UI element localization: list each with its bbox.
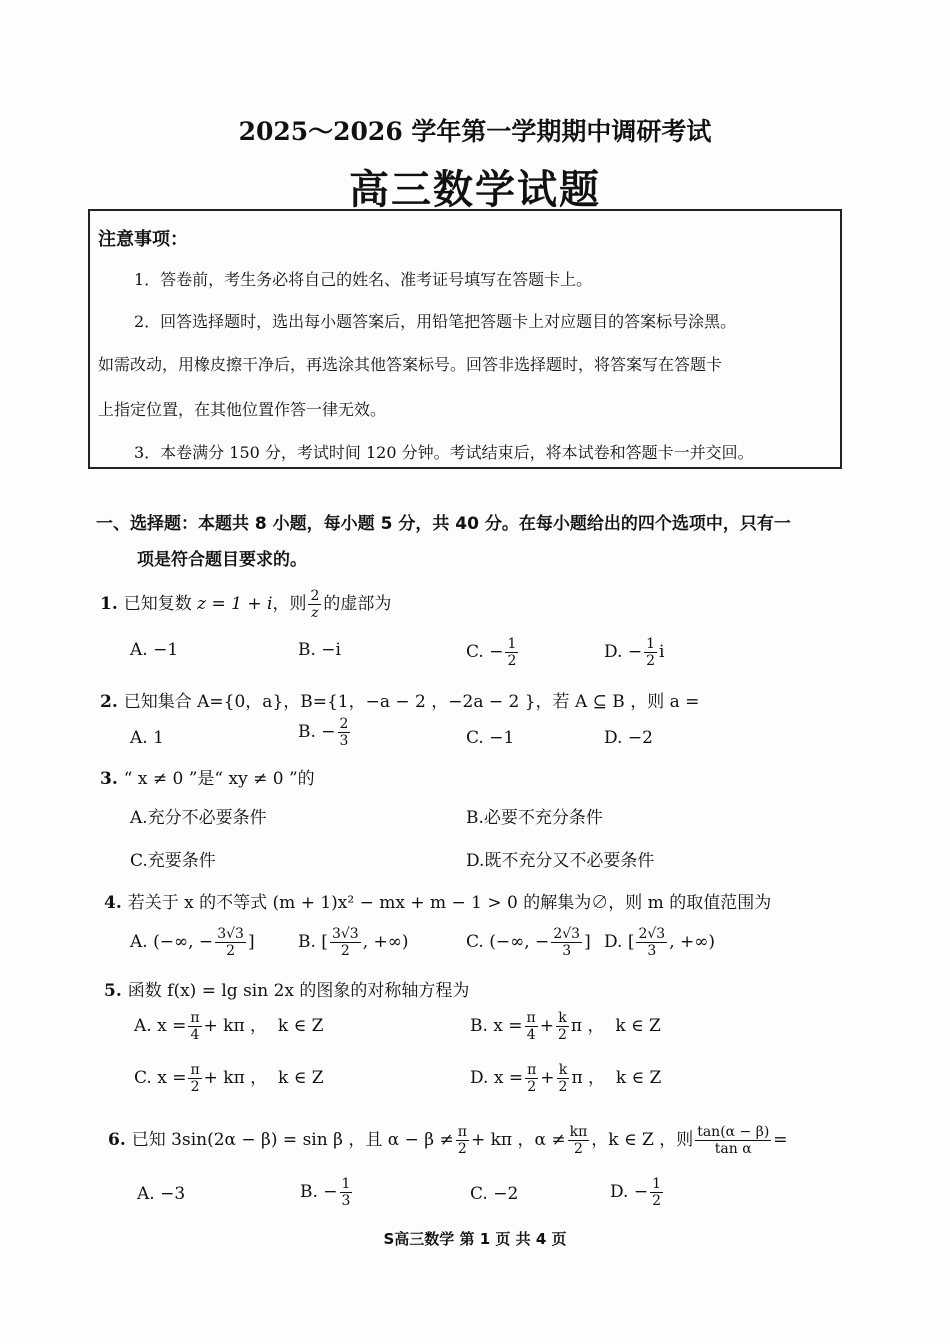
notice-line: 上指定位置，在其他位置作答一律无效。 [98,400,387,419]
notice-line: 3．本卷满分 150 分，考试时间 120 分钟。考试结束后，将本试卷和答题卡一并交回。 [134,443,754,462]
section-heading-cont: 项是符合题目要求的。 [137,550,307,570]
question-number: 3. [100,769,118,789]
option-a: A. 1 [130,728,164,748]
question-number: 5. [104,981,122,1001]
paper-title: 高三数学试题 [349,166,601,213]
notice-title: 注意事项： [98,229,188,250]
option-c: C.充要条件 [130,851,216,871]
option-d: D. −2 [604,728,653,748]
notice-line: 2．回答选择题时，选出每小题答案后，用铅笔把答题卡上对应题目的答案标号涂黑。 [134,312,737,331]
notice-box [88,209,842,469]
notice-line: 如需改动，用橡皮擦干净后，再选涂其他答案标号。回答非选择题时，将答案写在答题卡 [98,355,723,374]
option-b: B. − $\frac{1}{3}$ [300,1176,351,1209]
option-a: A.充分不必要条件 [130,808,267,828]
option-d: D.既不充分又不必要条件 [466,851,655,871]
question-3: 3. “ x ≠ 0 ”是“ xy ≠ 0 ”的 [100,769,315,789]
question-2: 2. 已知集合 A={0，a}，B={1，−a − 2 ，−2a − 2 }，若 A ⊆ B ，则 a = [100,692,700,712]
question-number: 6. [108,1130,126,1150]
option-d: D. x = $\frac{\pi}{2}$ + $\frac{k}{2}$ π ， k ∈ Z [470,1062,662,1095]
option-a: A. x = $\frac{\pi}{4}$ + kπ ， k ∈ Z [134,1010,324,1043]
page-footer: S高三数学 第 1 页 共 4 页 [383,1230,567,1248]
option-c: C. −1 [466,728,515,748]
option-b: B. − $\frac{2}{3}$ [298,716,349,749]
question-number: 2. [100,692,118,712]
option-c: C. −2 [470,1184,519,1204]
section-heading: 一、选择题：本题共 8 小题，每小题 5 分，共 40 分。在每小题给出的四个选项中，只有一 [96,514,791,534]
option-b: B.必要不充分条件 [466,808,603,828]
question-number: 4. [104,893,122,913]
option-d: D. − $\frac{1}{2}$ [610,1176,661,1209]
exam-title: 2025～2026 学年第一学期期中调研考试 [238,117,712,146]
notice-line: 1．答卷前，考生务必将自己的姓名、准考证号填写在答题卡上。 [134,270,593,289]
option-b: B. −i [298,640,341,660]
option-b: B. [ $\frac{3√3}{2}$ , +∞) [298,926,409,959]
option-a: A. −1 [130,640,179,660]
question-5: 5. 函数 f(x) = lg sin 2x 的图象的对称轴方程为 [104,981,470,1001]
option-a: A. (−∞, − $\frac{3√3}{2}$ ] [130,926,255,959]
fraction: $\frac{2}{z}$ [310,588,320,621]
question-1: 1. 已知复数 z = 1 + i，则 $\frac{2}{z}$ 的虚部为 [100,588,392,621]
option-c: C. x = $\frac{\pi}{2}$ + kπ ， k ∈ Z [134,1062,324,1095]
question-4: 4. 若关于 x 的不等式 (m + 1)x² − mx + m − 1 > 0 的解集为∅，则 m 的取值范围为 [104,893,772,913]
option-a: A. −3 [137,1184,186,1204]
option-d: D. [ $\frac{2√3}{3}$ , +∞) [604,926,716,959]
option-c: C. − $\frac{1}{2}$ [466,636,517,669]
option-c: C. (−∞, − $\frac{2√3}{3}$ ] [466,926,591,959]
option-d: D. − $\frac{1}{2}$ i [604,636,665,669]
option-b: B. x = $\frac{\pi}{4}$ + $\frac{k}{2}$ π ， k ∈ Z [470,1010,661,1043]
question-number: 1. [100,594,118,614]
question-6: 6. 已知 3sin(2α − β) = sin β ，且 α − β ≠ $\frac{\pi}{2}$ + kπ ，α ≠ $\frac{k\pi}{2}$ ，k ∈ Z ，则 $\frac{\tan(\alpha - \beta)}{\text{tan α}}$ = [108,1124,788,1157]
